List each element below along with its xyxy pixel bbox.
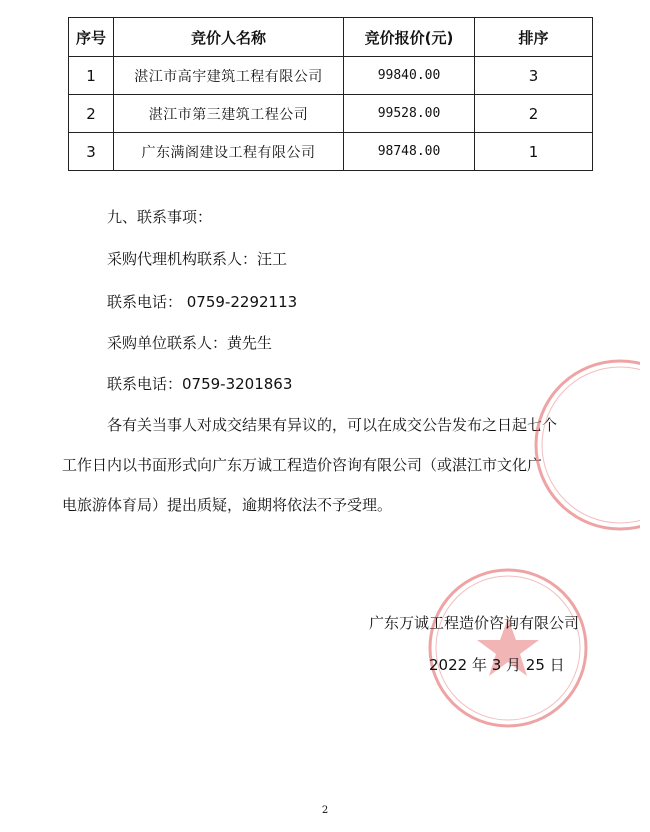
cell-no: 1 xyxy=(69,57,114,95)
cell-rank: 2 xyxy=(475,95,593,133)
header-bidder-name: 竞价人名称 xyxy=(114,18,344,57)
buyer-phone: 联系电话：0759-3201863 xyxy=(107,375,293,393)
table-row xyxy=(69,95,593,133)
notice-line: 电旅游体育局）提出质疑，逾期将依法不予受理。 xyxy=(62,496,393,514)
cell-bid-price: 99840.00 xyxy=(344,57,475,95)
cell-bidder-name: 湛江市第三建筑工程公司 xyxy=(114,95,344,133)
notice-line: 工作日内以书面形式向广东万诚工程造价咨询有限公司（或湛江市文化广 xyxy=(62,456,543,474)
header-no: 序号 xyxy=(69,18,114,57)
cell-bidder-name: 湛江市高宇建筑工程有限公司 xyxy=(114,57,344,95)
table-header-row xyxy=(69,18,593,57)
cell-bid-price: 99528.00 xyxy=(344,95,475,133)
agency-contact: 采购代理机构联系人：汪工 xyxy=(107,250,288,268)
table-row xyxy=(69,133,593,171)
cell-bid-price: 98748.00 xyxy=(344,133,475,171)
company-seal xyxy=(418,558,598,738)
objection-notice xyxy=(62,405,602,525)
agency-phone: 联系电话： 0759-2292113 xyxy=(107,293,298,311)
cell-rank: 1 xyxy=(475,133,593,171)
cell-no: 3 xyxy=(69,133,114,171)
buyer-contact: 采购单位联系人：黄先生 xyxy=(107,334,273,352)
page-number: 2 xyxy=(321,805,329,816)
notice-line: 各有关当事人对成交结果有异议的，可以在成交公告发布之日起七个 xyxy=(107,416,558,434)
signatory-company: 广东万诚工程造价咨询有限公司 xyxy=(369,614,580,632)
contact-heading: 九、联系事项： xyxy=(107,208,213,226)
cell-no: 2 xyxy=(69,95,114,133)
bid-results-table xyxy=(68,17,593,171)
header-bid-price: 竞价报价(元) xyxy=(344,18,475,57)
signature-date: 2022 年 3 月 25 日 xyxy=(429,656,565,674)
cell-bidder-name: 广东满阁建设工程有限公司 xyxy=(114,133,344,171)
table-row xyxy=(69,57,593,95)
header-rank: 排序 xyxy=(475,18,593,57)
cell-rank: 3 xyxy=(475,57,593,95)
